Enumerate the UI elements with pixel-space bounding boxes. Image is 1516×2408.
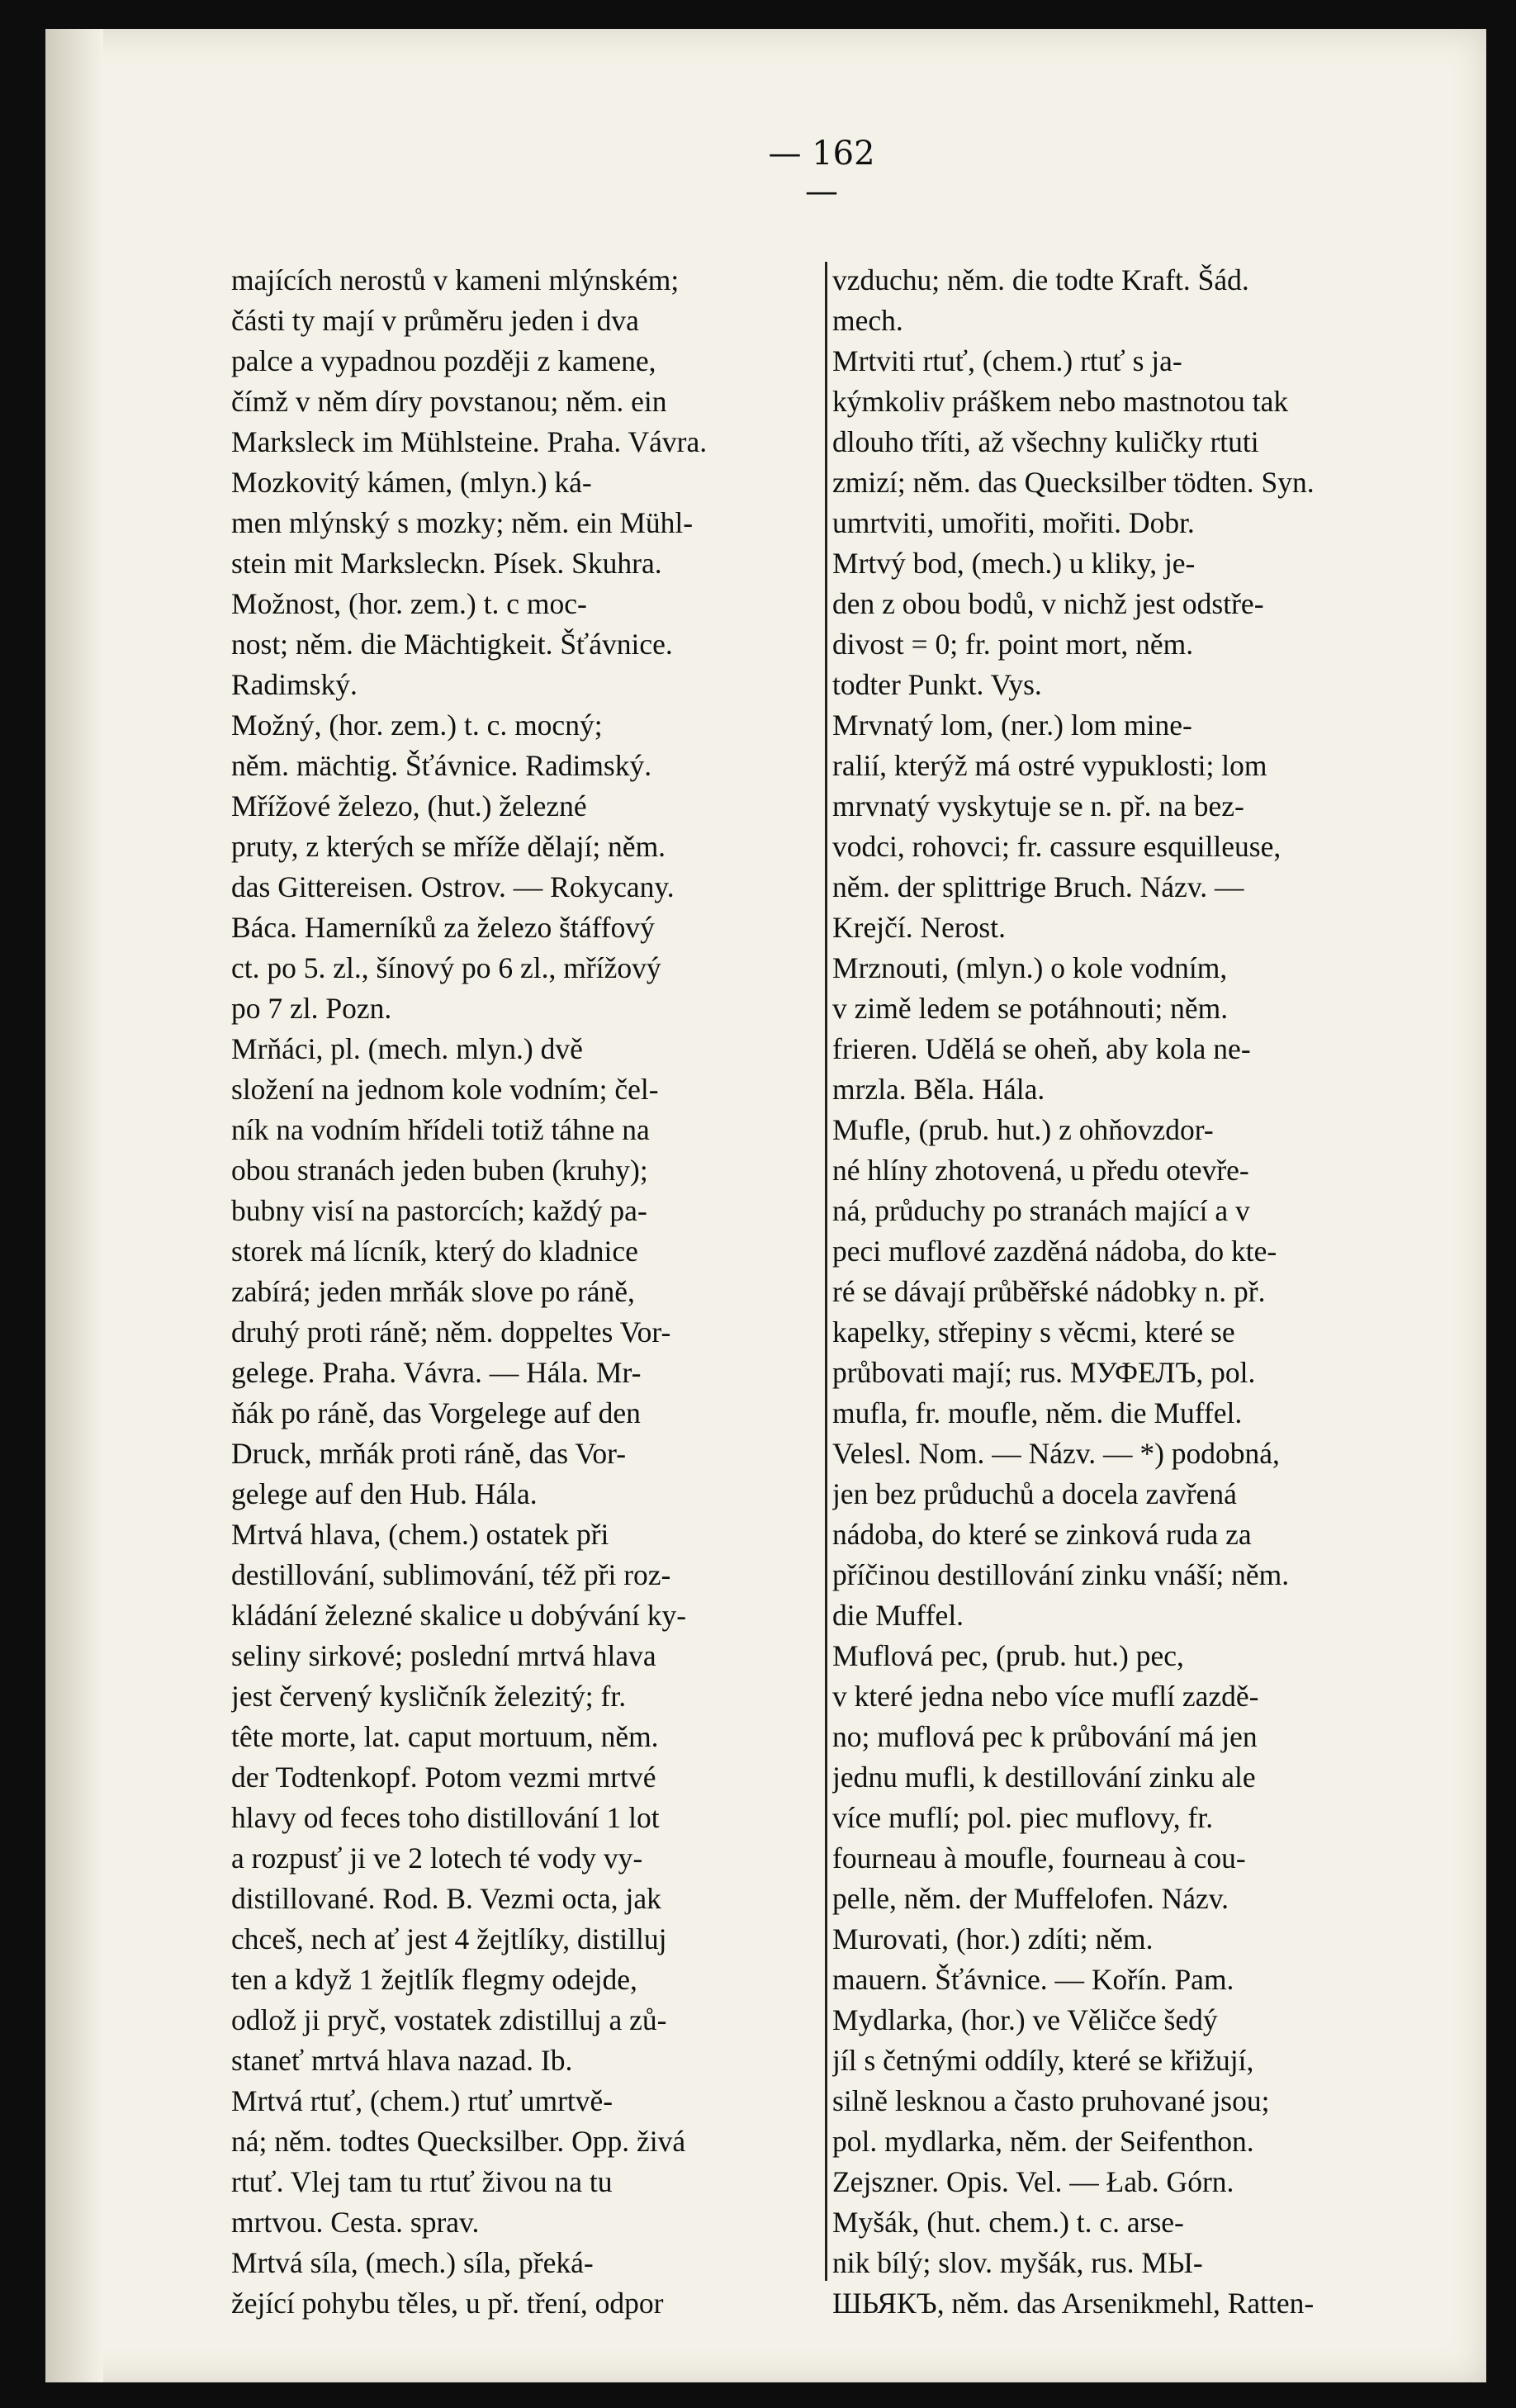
text-line: Druck, mrňák proti ráně, das Vor- (231, 1437, 627, 1470)
text-line: peci muflové zazděná nádoba, do kte- (832, 1235, 1277, 1268)
text-line: distillované. Rod. B. Vezmi octa, jak (231, 1882, 661, 1915)
text-line: ШЬЯКЪ, něm. das Arsenikmehl, Ratten- (832, 2287, 1315, 2320)
text-line: divost = 0; fr. point mort, něm. (832, 628, 1194, 661)
text-line: seliny sirkové; poslední mrtvá hlava (231, 1639, 656, 1672)
text-line: den z obou bodů, v nichž jest odstře- (832, 587, 1264, 620)
right-column (832, 260, 1435, 2324)
text-line: ralií, kterýž má ostré vypuklosti; lom (832, 749, 1267, 782)
text-line: storek má lícník, který do kladnice (231, 1235, 638, 1268)
column-divider (825, 262, 827, 2281)
text-line: po 7 zl. Pozn. (231, 992, 392, 1025)
text-line: dlouho tříti, až všechny kuličky rtuti (832, 425, 1259, 458)
text-line: druhý proti ráně; něm. doppeltes Vor- (231, 1315, 671, 1349)
text-line: pruty, z kterých se mříže dělají; něm. (231, 830, 666, 863)
text-line: stein mit Marksleckn. Písek. Skuhra. (231, 547, 662, 580)
text-line: mech. (832, 304, 903, 337)
text-line: ré se dávají průběřské nádobky n. př. (832, 1275, 1266, 1308)
text-line: mrzla. Běla. Hála. (832, 1073, 1045, 1106)
text-line: frieren. Udělá se oheň, aby kola ne- (832, 1032, 1251, 1065)
text-line: jíl s četnými oddíly, které se křižují, (832, 2044, 1254, 2077)
text-line: Muflová pec, (prub. hut.) pec, (832, 1639, 1184, 1672)
text-line: der Todtenkopf. Potom vezmi mrtvé (231, 1761, 656, 1794)
text-line: Mrznouti, (mlyn.) o kole vodním, (832, 951, 1228, 984)
text-line: kapelky, střepiny s věcmi, které se (832, 1315, 1235, 1349)
text-line: umrtviti, umořiti, mořiti. Dobr. (832, 506, 1195, 539)
text-line: majících nerostů v kameni mlýnském; (231, 263, 680, 296)
text-line: tête morte, lat. caput mortuum, něm. (231, 1720, 659, 1753)
book-page (45, 29, 1486, 2382)
text-line: jest červený kysličník železitý; fr. (231, 1680, 627, 1713)
text-line: více muflí; pol. piec muflovy, fr. (832, 1801, 1214, 1834)
text-line: chceš, nech ať jest 4 žejtlíky, distilluj (231, 1922, 667, 1955)
text-line: zabírá; jeden mrňák slove po ráně, (231, 1275, 635, 1308)
text-line: ná; něm. todtes Quecksilber. Opp. živá (231, 2125, 686, 2158)
text-line: něm. der splittrige Bruch. Názv. — (832, 870, 1244, 903)
page-number: — 162 — (768, 135, 875, 211)
text-line: kýmkoliv práškem nebo mastnotou tak (832, 385, 1289, 418)
text-line: nádoba, do které se zinková ruda za (832, 1518, 1252, 1551)
text-line: kládání železné skalice u dobývání ky- (231, 1599, 687, 1632)
page-spine-shadow (45, 29, 103, 2382)
text-line: fourneau à moufle, fourneau à cou- (832, 1842, 1246, 1875)
text-line: Mrtvý bod, (mech.) u kliky, je- (832, 547, 1196, 580)
text-line: v zimě ledem se potáhnouti; něm. (832, 992, 1229, 1025)
text-line: todter Punkt. Vys. (832, 668, 1042, 701)
text-line: Myšák, (hut. chem.) t. c. arse- (832, 2206, 1184, 2239)
text-line: gelege. Praha. Vávra. — Hála. Mr- (231, 1356, 642, 1389)
text-line: Marksleck im Mühlsteine. Praha. Vávra. (231, 425, 708, 458)
text-line: staneť mrtvá hlava nazad. Ib. (231, 2044, 573, 2077)
text-line: obou stranách jeden buben (kruhy); (231, 1154, 648, 1187)
text-line: pelle, něm. der Muffelofen. Názv. (832, 1882, 1229, 1915)
text-line: mufla, fr. moufle, něm. die Muffel. (832, 1396, 1243, 1429)
text-line: mrvnatý vyskytuje se n. př. na bez- (832, 789, 1244, 822)
text-line: jen bez průduchů a docela zavřená (832, 1477, 1237, 1510)
text-line: čímž v něm díry povstanou; něm. ein (231, 385, 667, 418)
text-line: v které jedna nebo více muflí zazdě- (832, 1680, 1259, 1713)
text-line: Mufle, (prub. hut.) z ohňovzdor- (832, 1113, 1214, 1146)
text-line: složení na jednom kole vodním; čel- (231, 1073, 659, 1106)
text-line: Možnost, (hor. zem.) t. c moc- (231, 587, 587, 620)
text-line: příčinou destillování zinku vnáší; něm. (832, 1558, 1290, 1591)
text-line: odlož ji pryč, vostatek zdistilluj a zů- (231, 2003, 667, 2036)
text-line: destillování, sublimování, též při roz- (231, 1558, 671, 1591)
text-line: pol. mydlarka, něm. der Seifenthon. (832, 2125, 1254, 2158)
text-line: Možný, (hor. zem.) t. c. mocný; (231, 709, 603, 742)
text-line: ct. po 5. zl., šínový po 6 zl., mřížový (231, 951, 661, 984)
text-line: Zejszner. Opis. Vel. — Łab. Górn. (832, 2165, 1234, 2198)
text-line: Murovati, (hor.) zdíti; něm. (832, 1922, 1154, 1955)
text-line: zmizí; něm. das Quecksilber tödten. Syn. (832, 466, 1315, 499)
text-line: jednu mufli, k destillování zinku ale (832, 1761, 1256, 1794)
text-line: mrtvou. Cesta. sprav. (231, 2206, 480, 2239)
text-line: men mlýnský s mozky; něm. ein Mühl- (231, 506, 694, 539)
text-line: a rozpusť ji ve 2 lotech té vody vy- (231, 1842, 643, 1875)
text-line: části ty mají v průměru jeden i dva (231, 304, 639, 337)
text-line: Mydlarka, (hor.) ve Věličce šedý (832, 2003, 1218, 2036)
text-line: die Muffel. (832, 1599, 964, 1632)
text-line: Mrtviti rtuť, (chem.) rtuť s ja- (832, 344, 1182, 377)
text-line: Velesl. Nom. — Názv. — *) podobná, (832, 1437, 1280, 1470)
text-line: Mřížové železo, (hut.) železné (231, 789, 587, 822)
text-line: Báca. Hamerníků za železo štáffový (231, 911, 655, 944)
text-line: vzduchu; něm. die todte Kraft. Šád. (832, 263, 1249, 296)
text-line: das Gittereisen. Ostrov. — Rokycany. (231, 870, 675, 903)
text-line: ná, průduchy po stranách mající a v (832, 1194, 1250, 1227)
text-line: hlavy od feces toho distillování 1 lot (231, 1801, 660, 1834)
text-line: Mrvnatý lom, (ner.) lom mine- (832, 709, 1192, 742)
text-line: Krejčí. Nerost. (832, 911, 1006, 944)
text-line: ňák po ráně, das Vorgelege auf den (231, 1396, 641, 1429)
text-line: palce a vypadnou později z kamene, (231, 344, 656, 377)
text-line: žející pohybu těles, u př. tření, odpor (231, 2287, 664, 2320)
text-line: vodci, rohovci; fr. cassure esquilleuse, (832, 830, 1281, 863)
text-line: nik bílý; slov. myšák, rus. МЫ- (832, 2246, 1203, 2279)
text-line: rtuť. Vlej tam tu rtuť živou na tu (231, 2165, 613, 2198)
text-line: Radimský. (231, 668, 358, 701)
text-line: Mrňáci, pl. (mech. mlyn.) dvě (231, 1032, 583, 1065)
text-line: no; muflová pec k průbování má jen (832, 1720, 1258, 1753)
text-line: Mrtvá rtuť, (chem.) rtuť umrtvě- (231, 2084, 614, 2117)
text-line: ten a když 1 žejtlík flegmy odejde, (231, 1963, 637, 1996)
text-line: bubny visí na pastorcích; každý pa- (231, 1194, 647, 1227)
text-line: nost; něm. die Mächtigkeit. Šťávnice. (231, 628, 673, 661)
text-line: Mrtvá hlava, (chem.) ostatek při (231, 1518, 609, 1551)
text-line: né hlíny zhotovená, u předu otevře- (832, 1154, 1249, 1187)
text-line: průbovati mají; rus. МУФЕЛЪ, pol. (832, 1356, 1256, 1389)
left-column (231, 260, 834, 2324)
text-line: mauern. Šťávnice. — Kořín. Pam. (832, 1963, 1234, 1996)
text-line: ník na vodním hřídeli totiž táhne na (231, 1113, 650, 1146)
text-line: silně lesknou a často pruhované jsou; (832, 2084, 1270, 2117)
text-line: Mozkovitý kámen, (mlyn.) ká- (231, 466, 592, 499)
text-line: něm. mächtig. Šťávnice. Radimský. (231, 749, 652, 782)
text-line: Mrtvá síla, (mech.) síla, překá- (231, 2246, 594, 2279)
text-line: gelege auf den Hub. Hála. (231, 1477, 538, 1510)
